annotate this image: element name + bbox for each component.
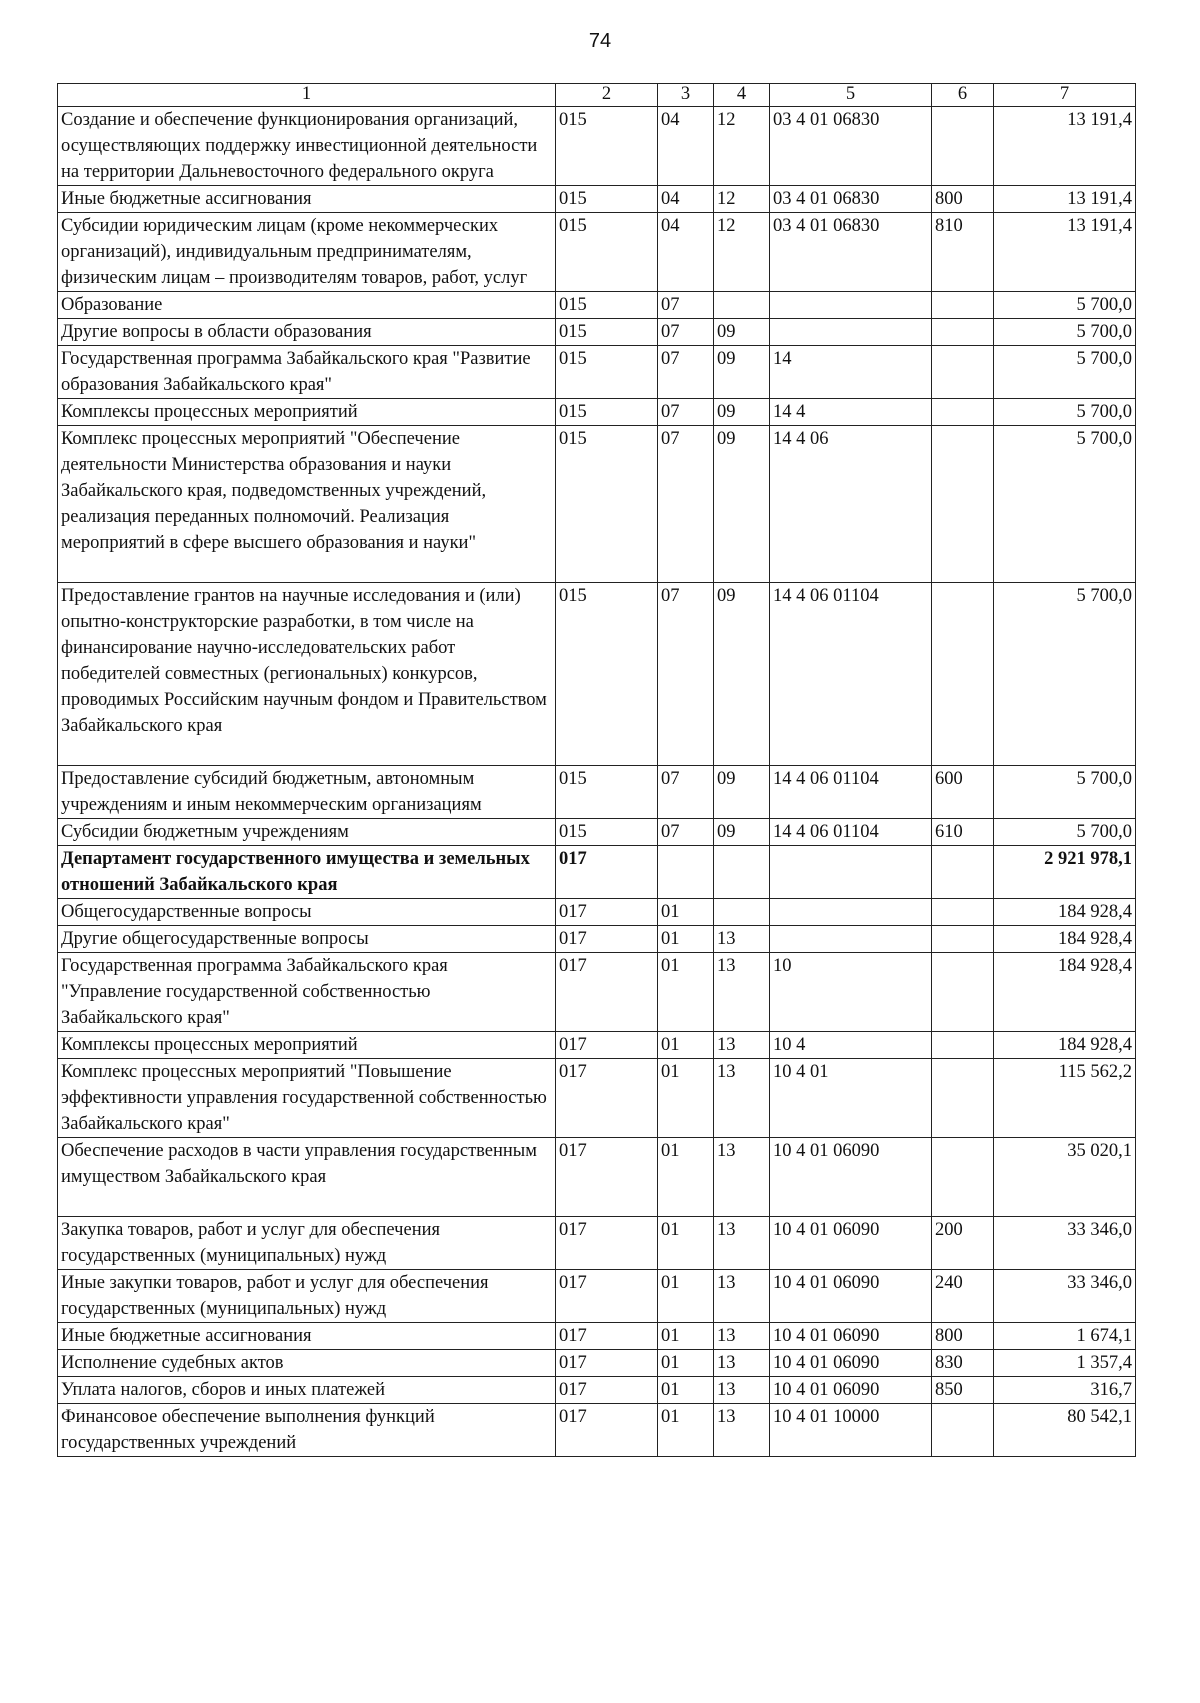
cell-amount: 13 191,4 — [994, 107, 1136, 186]
cell-subsection-code: 09 — [714, 346, 770, 399]
cell-section-code: 01 — [658, 953, 714, 1032]
table-row — [58, 1032, 1136, 1059]
table-row — [58, 319, 1136, 346]
table-row — [58, 1323, 1136, 1350]
table-row — [58, 1270, 1136, 1323]
cell-ministry-code: 015 — [556, 186, 658, 213]
cell-expense-type-code — [932, 953, 994, 1032]
cell-amount: 184 928,4 — [994, 926, 1136, 953]
cell-name: Департамент государственного имущества и земельных отношений Забайкальского края — [58, 846, 556, 899]
cell-expense-type-code: 610 — [932, 819, 994, 846]
cell-amount: 5 700,0 — [994, 819, 1136, 846]
cell-section-code: 01 — [658, 1404, 714, 1457]
cell-section-code: 07 — [658, 292, 714, 319]
cell-target-item-code: 03 4 01 06830 — [770, 186, 932, 213]
cell-ministry-code: 015 — [556, 319, 658, 346]
cell-amount: 184 928,4 — [994, 953, 1136, 1032]
table-row — [58, 346, 1136, 399]
cell-name: Создание и обеспечение функционирования организаций, осуществляющих поддержку инвестиционной деятельности на территории Дальневосточного федерального округа — [58, 107, 556, 186]
cell-name: Другие общегосударственные вопросы — [58, 926, 556, 953]
page-number: 74 — [588, 30, 612, 52]
cell-ministry-code: 017 — [556, 1323, 658, 1350]
cell-ministry-code: 017 — [556, 953, 658, 1032]
cell-amount: 13 191,4 — [994, 213, 1136, 292]
cell-subsection-code: 12 — [714, 186, 770, 213]
table-row — [58, 1059, 1136, 1138]
cell-amount: 5 700,0 — [994, 766, 1136, 819]
cell-section-code: 01 — [658, 899, 714, 926]
cell-name: Финансовое обеспечение выполнения функций государственных учреждений — [58, 1404, 556, 1457]
cell-name: Комплексы процессных мероприятий — [58, 1032, 556, 1059]
cell-subsection-code: 09 — [714, 319, 770, 346]
cell-section-code: 01 — [658, 1032, 714, 1059]
cell-name: Субсидии юридическим лицам (кроме некоммерческих организаций), индивидуальным предпринимателям, физическим лицам – производителям товаров, работ, услуг — [58, 213, 556, 292]
cell-amount: 5 700,0 — [994, 583, 1136, 766]
cell-ministry-code: 017 — [556, 1350, 658, 1377]
cell-section-code: 01 — [658, 1270, 714, 1323]
cell-target-item-code — [770, 292, 932, 319]
cell-amount: 5 700,0 — [994, 319, 1136, 346]
cell-amount: 2 921 978,1 — [994, 846, 1136, 899]
cell-ministry-code: 015 — [556, 819, 658, 846]
cell-section-code: 04 — [658, 213, 714, 292]
table-row — [58, 1217, 1136, 1270]
cell-subsection-code: 13 — [714, 1032, 770, 1059]
cell-ministry-code: 017 — [556, 846, 658, 899]
cell-target-item-code — [770, 319, 932, 346]
cell-amount: 5 700,0 — [994, 399, 1136, 426]
column-header-expense-type: 6 — [932, 84, 994, 107]
cell-subsection-code: 13 — [714, 1270, 770, 1323]
cell-target-item-code: 03 4 01 06830 — [770, 213, 932, 292]
cell-subsection-code: 09 — [714, 819, 770, 846]
cell-name: Общегосударственные вопросы — [58, 899, 556, 926]
cell-subsection-code: 13 — [714, 1217, 770, 1270]
cell-expense-type-code — [932, 846, 994, 899]
cell-ministry-code: 015 — [556, 213, 658, 292]
cell-ministry-code: 017 — [556, 1377, 658, 1404]
cell-name: Комплекс процессных мероприятий "Повышение эффективности управления государственной собственностью Забайкальского края" — [58, 1059, 556, 1138]
cell-name: Обеспечение расходов в части управления государственным имуществом Забайкальского края — [58, 1138, 556, 1217]
cell-section-code: 07 — [658, 399, 714, 426]
cell-amount: 1 674,1 — [994, 1323, 1136, 1350]
cell-name: Комплексы процессных мероприятий — [58, 399, 556, 426]
cell-ministry-code: 017 — [556, 899, 658, 926]
cell-target-item-code: 10 4 01 — [770, 1059, 932, 1138]
cell-target-item-code: 14 4 06 01104 — [770, 766, 932, 819]
cell-target-item-code: 14 4 06 01104 — [770, 819, 932, 846]
cell-name: Другие вопросы в области образования — [58, 319, 556, 346]
cell-subsection-code: 13 — [714, 1138, 770, 1217]
cell-section-code: 07 — [658, 346, 714, 399]
cell-amount: 1 357,4 — [994, 1350, 1136, 1377]
cell-target-item-code: 10 4 01 06090 — [770, 1350, 932, 1377]
cell-expense-type-code: 240 — [932, 1270, 994, 1323]
column-header-section: 3 — [658, 84, 714, 107]
table-row — [58, 107, 1136, 186]
cell-expense-type-code: 600 — [932, 766, 994, 819]
column-header-ministry: 2 — [556, 84, 658, 107]
cell-name: Образование — [58, 292, 556, 319]
cell-subsection-code: 09 — [714, 426, 770, 583]
cell-amount: 5 700,0 — [994, 346, 1136, 399]
cell-expense-type-code — [932, 346, 994, 399]
cell-subsection-code — [714, 292, 770, 319]
cell-subsection-code: 13 — [714, 1350, 770, 1377]
cell-amount: 5 700,0 — [994, 426, 1136, 583]
cell-expense-type-code — [932, 107, 994, 186]
table-row — [58, 1377, 1136, 1404]
cell-subsection-code — [714, 899, 770, 926]
table-row — [58, 399, 1136, 426]
cell-ministry-code: 015 — [556, 766, 658, 819]
cell-name: Иные закупки товаров, работ и услуг для обеспечения государственных (муниципальных) нужд — [58, 1270, 556, 1323]
cell-section-code: 01 — [658, 1377, 714, 1404]
table-row — [58, 213, 1136, 292]
cell-name: Субсидии бюджетным учреждениям — [58, 819, 556, 846]
cell-amount: 184 928,4 — [994, 1032, 1136, 1059]
cell-section-code: 01 — [658, 926, 714, 953]
cell-ministry-code: 015 — [556, 107, 658, 186]
cell-target-item-code: 10 4 01 06090 — [770, 1217, 932, 1270]
cell-target-item-code — [770, 846, 932, 899]
cell-section-code: 01 — [658, 1323, 714, 1350]
cell-amount: 13 191,4 — [994, 186, 1136, 213]
column-header-name: 1 — [58, 84, 556, 107]
cell-target-item-code: 10 4 01 06090 — [770, 1377, 932, 1404]
cell-name: Государственная программа Забайкальского края "Развитие образования Забайкальского края" — [58, 346, 556, 399]
cell-ministry-code: 017 — [556, 1270, 658, 1323]
cell-ministry-code: 015 — [556, 399, 658, 426]
cell-expense-type-code: 850 — [932, 1377, 994, 1404]
cell-name: Исполнение судебных актов — [58, 1350, 556, 1377]
table-row — [58, 953, 1136, 1032]
cell-target-item-code: 14 4 06 — [770, 426, 932, 583]
column-header-amount: 7 — [994, 84, 1136, 107]
cell-amount: 115 562,2 — [994, 1059, 1136, 1138]
cell-ministry-code: 015 — [556, 426, 658, 583]
cell-amount: 33 346,0 — [994, 1217, 1136, 1270]
cell-target-item-code: 10 4 01 06090 — [770, 1270, 932, 1323]
cell-target-item-code: 10 4 01 06090 — [770, 1323, 932, 1350]
cell-expense-type-code: 800 — [932, 1323, 994, 1350]
cell-name: Комплекс процессных мероприятий "Обеспечение деятельности Министерства образования и науки Забайкальского края, подведомственных учреждений, реализация переданных полномочий. Реализация мероприятий в сфере высшего образования и науки" — [58, 426, 556, 583]
table-row — [58, 899, 1136, 926]
cell-subsection-code: 09 — [714, 766, 770, 819]
column-header-target-item: 5 — [770, 84, 932, 107]
table-row — [58, 426, 1136, 583]
cell-subsection-code: 13 — [714, 926, 770, 953]
cell-subsection-code: 13 — [714, 1404, 770, 1457]
table-row — [58, 819, 1136, 846]
cell-target-item-code: 10 — [770, 953, 932, 1032]
cell-ministry-code: 017 — [556, 1032, 658, 1059]
cell-expense-type-code — [932, 319, 994, 346]
cell-name: Иные бюджетные ассигнования — [58, 1323, 556, 1350]
cell-name: Закупка товаров, работ и услуг для обеспечения государственных (муниципальных) нужд — [58, 1217, 556, 1270]
cell-expense-type-code — [932, 1059, 994, 1138]
cell-expense-type-code — [932, 426, 994, 583]
cell-ministry-code: 017 — [556, 1138, 658, 1217]
cell-name: Иные бюджетные ассигнования — [58, 186, 556, 213]
cell-target-item-code: 14 4 06 01104 — [770, 583, 932, 766]
cell-amount: 184 928,4 — [994, 899, 1136, 926]
table-row — [58, 186, 1136, 213]
cell-subsection-code — [714, 846, 770, 899]
cell-expense-type-code — [932, 1404, 994, 1457]
cell-expense-type-code: 800 — [932, 186, 994, 213]
table-row — [58, 1350, 1136, 1377]
cell-ministry-code: 017 — [556, 926, 658, 953]
cell-section-code: 04 — [658, 107, 714, 186]
cell-amount: 33 346,0 — [994, 1270, 1136, 1323]
cell-expense-type-code — [932, 583, 994, 766]
cell-target-item-code: 14 4 — [770, 399, 932, 426]
cell-subsection-code: 13 — [714, 1377, 770, 1404]
cell-section-code: 01 — [658, 1350, 714, 1377]
cell-section-code: 07 — [658, 319, 714, 346]
cell-subsection-code: 09 — [714, 399, 770, 426]
table-row — [58, 583, 1136, 766]
table-row — [58, 1138, 1136, 1217]
cell-subsection-code: 12 — [714, 107, 770, 186]
cell-expense-type-code: 200 — [932, 1217, 994, 1270]
cell-expense-type-code — [932, 292, 994, 319]
cell-target-item-code: 14 — [770, 346, 932, 399]
cell-expense-type-code — [932, 899, 994, 926]
cell-section-code: 07 — [658, 766, 714, 819]
cell-section-code: 01 — [658, 1138, 714, 1217]
table-row — [58, 1404, 1136, 1457]
cell-name: Уплата налогов, сборов и иных платежей — [58, 1377, 556, 1404]
cell-section-code — [658, 846, 714, 899]
cell-expense-type-code: 810 — [932, 213, 994, 292]
table-row — [58, 926, 1136, 953]
cell-amount: 316,7 — [994, 1377, 1136, 1404]
cell-section-code: 07 — [658, 583, 714, 766]
cell-section-code: 07 — [658, 819, 714, 846]
cell-expense-type-code — [932, 1138, 994, 1217]
cell-name: Государственная программа Забайкальского края "Управление государственной собственностью Забайкальского края" — [58, 953, 556, 1032]
cell-target-item-code: 03 4 01 06830 — [770, 107, 932, 186]
cell-ministry-code: 017 — [556, 1059, 658, 1138]
cell-target-item-code — [770, 899, 932, 926]
cell-target-item-code: 10 4 01 10000 — [770, 1404, 932, 1457]
table-body — [58, 107, 1136, 1457]
cell-target-item-code — [770, 926, 932, 953]
cell-ministry-code: 015 — [556, 292, 658, 319]
cell-section-code: 01 — [658, 1217, 714, 1270]
cell-name: Предоставление грантов на научные исследования и (или) опытно-конструкторские разработки, в том числе на финансирование научно-исследовательских работ победителей совместных (региональных) конкурсов, проводимых Российским научным фондом и Правительством Забайкальского края — [58, 583, 556, 766]
budget-table — [57, 83, 1136, 1457]
cell-subsection-code: 13 — [714, 1323, 770, 1350]
cell-expense-type-code — [932, 926, 994, 953]
cell-ministry-code: 015 — [556, 583, 658, 766]
cell-subsection-code: 12 — [714, 213, 770, 292]
cell-section-code: 01 — [658, 1059, 714, 1138]
cell-target-item-code: 10 4 01 06090 — [770, 1138, 932, 1217]
table-header-row — [58, 84, 1136, 107]
cell-expense-type-code: 830 — [932, 1350, 994, 1377]
cell-amount: 5 700,0 — [994, 292, 1136, 319]
cell-expense-type-code — [932, 399, 994, 426]
cell-ministry-code: 017 — [556, 1217, 658, 1270]
cell-target-item-code: 10 4 — [770, 1032, 932, 1059]
cell-expense-type-code — [932, 1032, 994, 1059]
cell-subsection-code: 09 — [714, 583, 770, 766]
cell-ministry-code: 017 — [556, 1404, 658, 1457]
column-header-subsection: 4 — [714, 84, 770, 107]
cell-amount: 35 020,1 — [994, 1138, 1136, 1217]
cell-subsection-code: 13 — [714, 1059, 770, 1138]
cell-subsection-code: 13 — [714, 953, 770, 1032]
cell-section-code: 07 — [658, 426, 714, 583]
cell-amount: 80 542,1 — [994, 1404, 1136, 1457]
table-row — [58, 846, 1136, 899]
cell-ministry-code: 015 — [556, 346, 658, 399]
table-row — [58, 766, 1136, 819]
table-row — [58, 292, 1136, 319]
cell-section-code: 04 — [658, 186, 714, 213]
cell-name: Предоставление субсидий бюджетным, автономным учреждениям и иным некоммерческим организациям — [58, 766, 556, 819]
